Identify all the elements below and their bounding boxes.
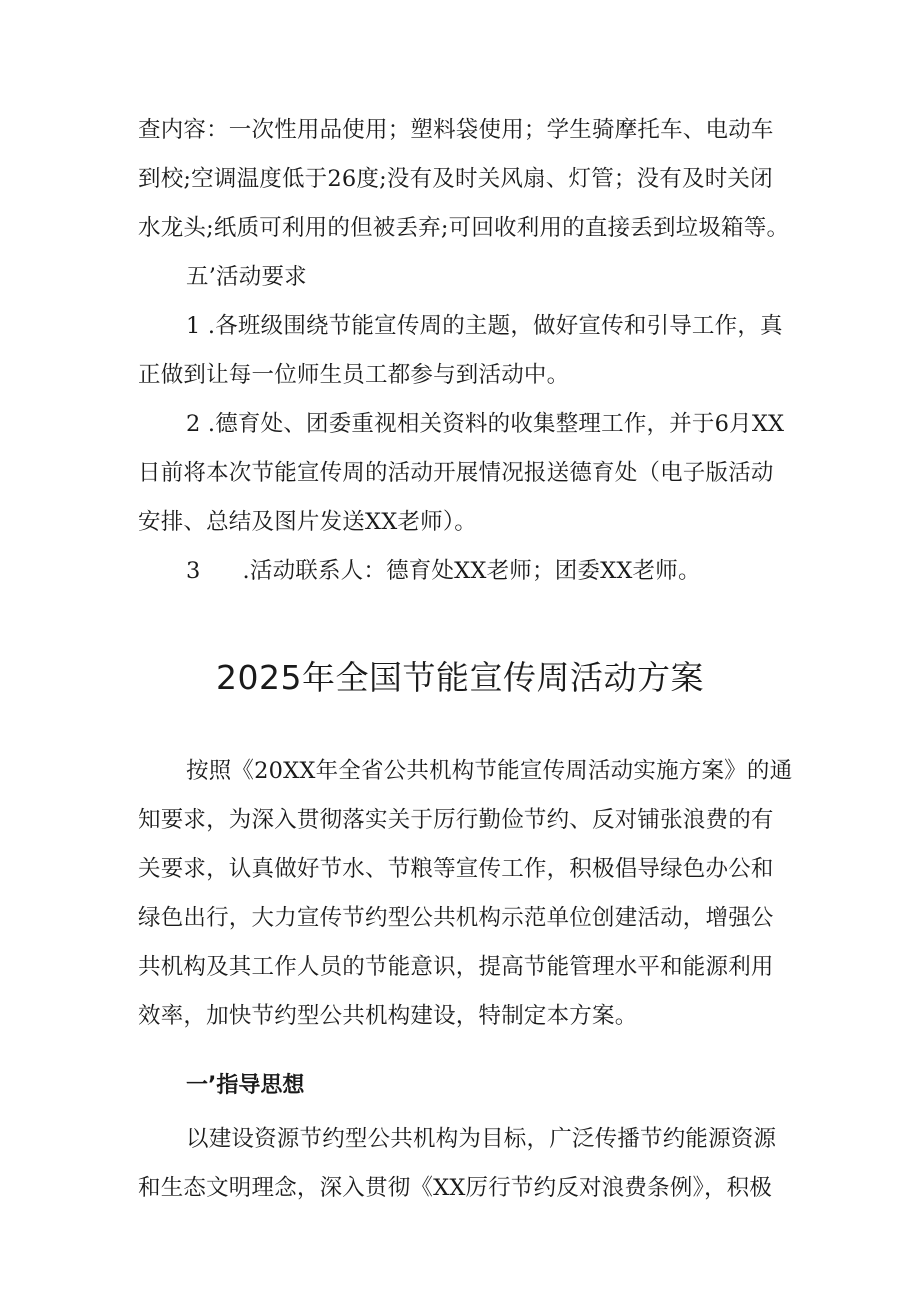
paragraph-line: 查内容：一次性用品使用；塑料袋使用；学生骑摩托车、电动车 [138,117,774,143]
paragraph-line: 绿色出行，大力宣传节约型公共机构示范单位创建活动，增强公 [138,905,774,931]
list-item-1-line: 正做到让每一位师生员工都参与到活动中。 [138,362,570,388]
list-item-2-line: 2 .德育处、团委重视相关资料的收集整理工作，并于6月XX [186,411,785,437]
paragraph-line: 水龙头;纸质可利用的但被丢弃;可回收利用的直接丢到垃圾箱等。 [138,215,790,241]
list-item-1-line: 1 .各班级围绕节能宣传周的主题，做好宣传和引导工作，真 [186,313,783,339]
list-item-3-number: 3 [186,558,201,584]
list-item-2-line: 日前将本次节能宣传周的活动开展情况报送德育处（电子版活动 [138,460,774,486]
paragraph-line: 知要求，为深入贯彻落实关于厉行勤俭节约、反对铺张浪费的有 [138,807,774,833]
section-heading-guiding-ideology: 一’指导思想 [186,1073,305,1098]
paragraph-line: 以建设资源节约型公共机构为目标，广泛传播节约能源资源 [186,1126,777,1152]
paragraph-line: 到校;空调温度低于26度;没有及时关风扇、灯管；没有及时关闭 [138,166,773,192]
paragraph-line: 和生态文明理念，深入贯彻《XX厉行节约反对浪费条例》，积极 [138,1175,773,1201]
list-item-3 [186,556,803,586]
section-heading-requirements: 五’活动要求 [186,264,307,290]
page-title: 2025年全国节能宣传周活动方案 [216,658,704,697]
paragraph-line: 按照《20XX年全省公共机构节能宣传周活动实施方案》的通 [186,758,793,784]
paragraph-line: 关要求，认真做好节水、节粮等宣传工作，积极倡导绿色办公和 [138,856,774,882]
paragraph-line: 共机构及其工作人员的节能意识，提高节能管理水平和能源利用 [138,954,774,980]
list-item-3-text: .活动联系人：德育处XX老师；团委XX老师。 [242,558,701,584]
list-item-2-line: 安排、总结及图片发送XX老师）。 [138,509,477,535]
paragraph-line: 效率，加快节约型公共机构建设，特制定本方案。 [138,1003,638,1029]
